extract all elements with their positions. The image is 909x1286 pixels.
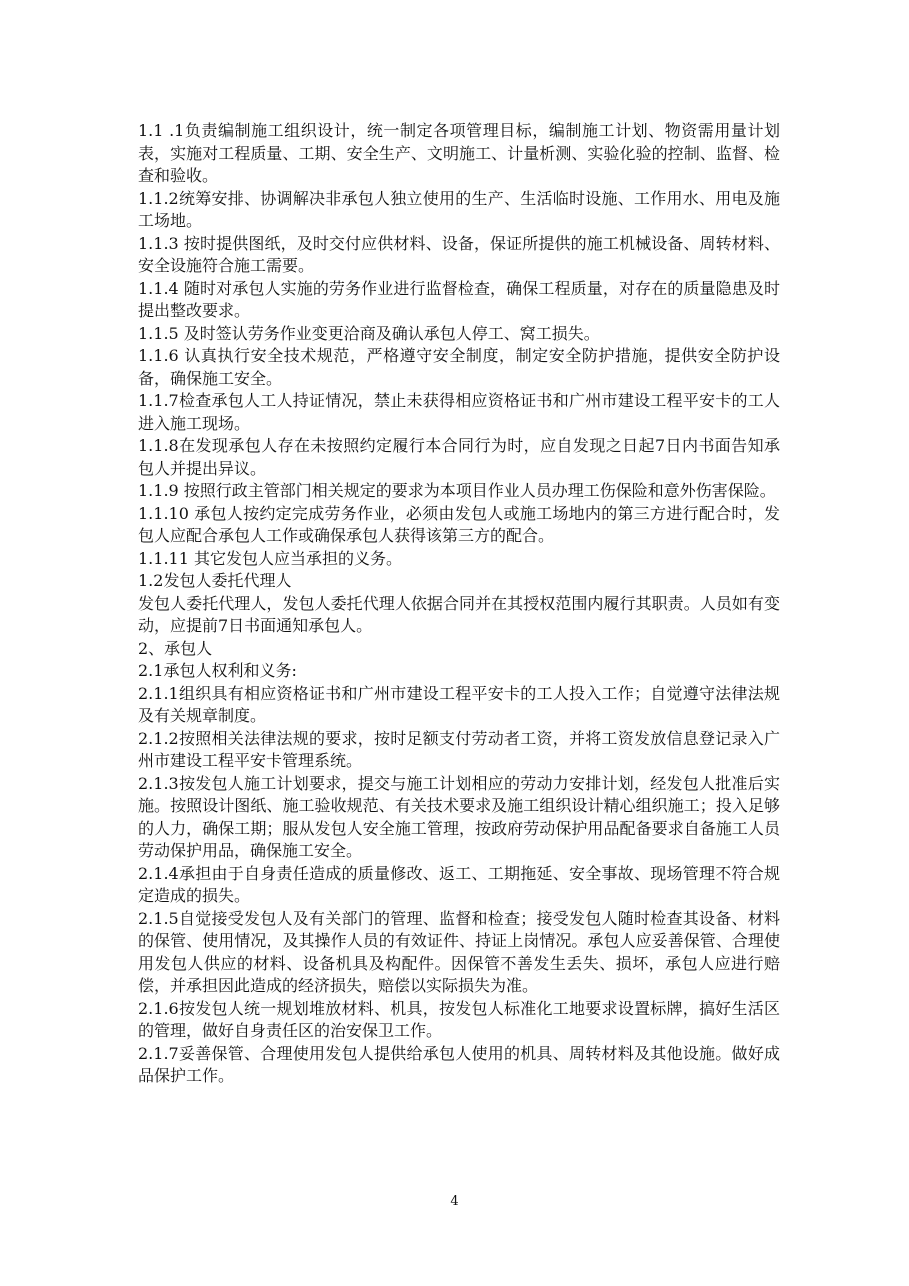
paragraph: 2.1.3按发包人施工计划要求，提交与施工计划相应的劳动力安排计划，经发包人批准后实施。按照设计图纸、施工验收规范、有关技术要求及施工组织设计精心组织施工；投入足够的人力，确保工期；服从发包人安全施工管理，按政府劳动保护用品配备要求自备施工人员劳动保护用品，确保施工安全。: [138, 773, 780, 860]
paragraph: 1.1.4 随时对承包人实施的劳务作业进行监督检查，确保工程质量，对存在的质量隐患及时提出整改要求。: [138, 278, 780, 320]
paragraph: 1.1.3 按时提供图纸，及时交付应供材料、设备，保证所提供的施工机械设备、周转材料、安全设施符合施工需要。: [138, 233, 780, 275]
paragraph: 1.1.6 认真执行安全技术规范，严格遵守安全制度，制定安全防护措施，提供安全防护设备，确保施工安全。: [138, 346, 780, 388]
paragraph: 1.1.11 其它发包人应当承担的义务。: [138, 548, 402, 568]
paragraph: 2.1.2按照相关法律法规的要求，按时足额支付劳动者工资，并将工资发放信息登记录入广州市建设工程平安卡管理系统。: [138, 728, 780, 770]
paragraph: 1.1.5 及时签认劳务作业变更洽商及确认承包人停工、窝工损失。: [138, 323, 600, 343]
paragraph: 发包人委托代理人，发包人委托代理人依据合同并在其授权范围内履行其职责。人员如有变动，应提前7日书面通知承包人。: [138, 593, 780, 635]
paragraph: 2.1.5自觉接受发包人及有关部门的管理、监督和检查；接受发包人随时检查其设备、材料的保管、使用情况，及其操作人员的有效证件、持证上岗情况。承包人应妥善保管、合理使用发包人供应的材料、设备机具及构配件。因保管不善发生丢失、损坏，承包人应进行赔偿，并承担因此造成的经济损失，赔偿以实际损失为准。: [138, 908, 780, 995]
document-body: [138, 120, 780, 1088]
paragraph: 1.1.8在发现承包人存在未按照约定履行本合同行为时，应自发现之日起7日内书面告知承包人并提出异议。: [138, 436, 780, 478]
paragraph: 2.1.1组织具有相应资格证书和广州市建设工程平安卡的工人投入工作；自觉遵守法律法规及有关规章制度。: [138, 683, 780, 725]
paragraph: 2.1.7妥善保管、合理使用发包人提供给承包人使用的机具、周转材料及其他设施。做好成品保护工作。: [138, 1043, 780, 1085]
section-heading: 2、承包人: [138, 638, 213, 658]
paragraph: 1.1.2统筹安排、协调解决非承包人独立使用的生产、生活临时设施、工作用水、用电及施工场地。: [138, 188, 780, 230]
section-heading: 2.1承包人权利和义务:: [138, 661, 297, 680]
paragraph: 1.1.9 按照行政主管部门相关规定的要求为本项目作业人员办理工伤保险和意外伤害保险。: [138, 481, 776, 500]
paragraph: 2.1.4承担由于自身责任造成的质量修改、返工、工期拖延、安全事故、现场管理不符合规定造成的损失。: [138, 863, 780, 905]
paragraph: 2.1.6按发包人统一规划堆放材料、机具，按发包人标准化工地要求设置标牌，搞好生活区的管理，做好自身责任区的治安保卫工作。: [138, 998, 780, 1040]
section-heading: 1.2发包人委托代理人: [138, 571, 292, 590]
page-number: 4: [450, 1194, 459, 1209]
paragraph: 1.1.7检查承包人工人持证情况，禁止未获得相应资格证书和广州市建设工程平安卡的工人进入施工现场。: [138, 391, 780, 433]
paragraph: 1.1.10 承包人按约定完成劳务作业，必须由发包人或施工场地内的第三方进行配合时，发包人应配合承包人工作或确保承包人获得该第三方的配合。: [138, 503, 780, 545]
paragraph: 1.1 .1负责编制施工组织设计，统一制定各项管理目标，编制施工计划、物资需用量计划表，实施对工程质量、工期、安全生产、文明施工、计量析测、实验化验的控制、监督、检查和验收。: [138, 121, 780, 185]
